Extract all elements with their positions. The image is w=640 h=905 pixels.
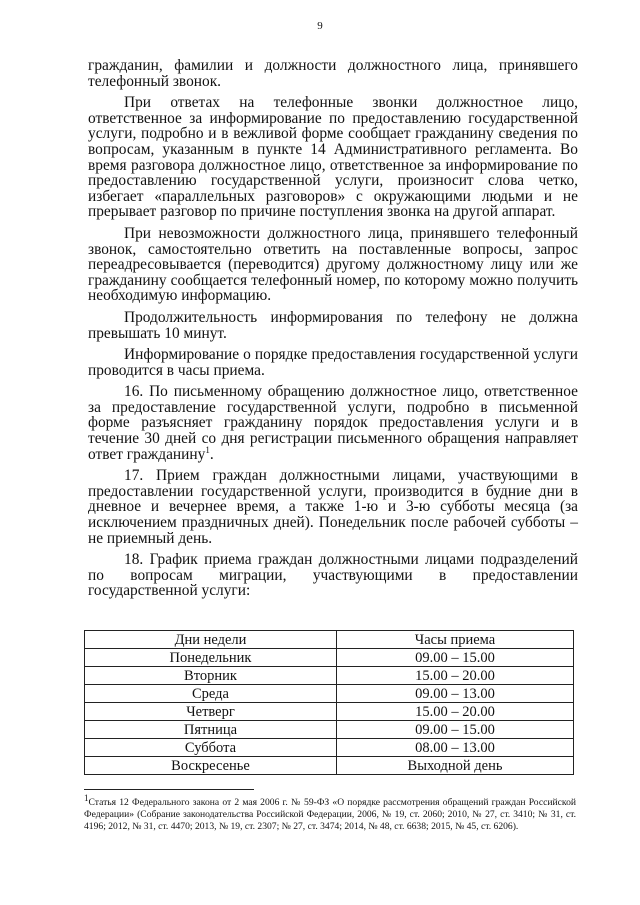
day-cell: Понедельник <box>85 649 337 667</box>
header-hours: Часы приема <box>337 631 574 649</box>
day-cell: Воскресенье <box>85 757 337 775</box>
hours-cell: Выходной день <box>337 757 574 775</box>
day-cell: Четверг <box>85 703 337 721</box>
day-cell: Пятница <box>85 721 337 739</box>
hours-cell: 09.00 – 15.00 <box>337 721 574 739</box>
table-row <box>85 739 574 757</box>
table-header-row <box>85 631 574 649</box>
paragraph-call-redirect: При невозможности должностного лица, принявшего телефонный звонок, самостоятельно ответить на поставленные вопросы, запрос переадресовывается (переводится) другому должностному лицу или же гражданину сообщается телефонный номер, по которому можно получить необходимую информацию. <box>88 224 578 305</box>
hours-cell: 09.00 – 15.00 <box>337 649 574 667</box>
page-number: 9 <box>317 20 323 32</box>
paragraph-16-tail: . <box>209 445 214 463</box>
paragraph-16-written-requests <box>88 384 578 462</box>
table-row <box>85 649 574 667</box>
hours-cell: 15.00 – 20.00 <box>337 703 574 721</box>
table-row <box>85 703 574 721</box>
day-cell: Вторник <box>85 667 337 685</box>
table-row <box>85 721 574 739</box>
table-row <box>85 757 574 775</box>
footnote-reference[interactable]: 1 <box>205 444 210 455</box>
footnote-divider <box>84 789 254 790</box>
footnote-mark: 1 <box>84 792 89 803</box>
paragraph-reception-hours-info: Информирование о порядке предоставления государственной услуги проводится в часы приема. <box>88 346 578 379</box>
paragraph-16-text: 16. По письменному обращению должностное лицо, ответственное за предоставление государственной услуги, подробно в письменной форме разъясняет гражданину порядок предоставления услуги и в течение 30 дней со дня регистрации письменного обращения направляет ответ гражданину <box>88 383 578 463</box>
footnote-text: Статья 12 Федерального закона от 2 мая 2006 г. № 59-ФЗ «О порядке рассмотрения обращений граждан Российской Федерации» (Собрание законодательства Российской Федерации, 2006, № 19, ст. 2060; 2010, № 27, ст. 3410; № 31, ст. 4196; 2012, № 31, ст. 4470; 2013, № 19, ст. 2307; № 27, ст. 3474; 2014, № 48, ст. 6638; 2015, № 45, ст. 6206). <box>84 797 576 833</box>
paragraph-17-reception: 17. Прием граждан должностными лицами, участвующими в предоставлении государственной услуги, производится в будние дни в дневное и вечернее время, а также 1-ю и 3-ю субботы месяца (за исключением праздничных дней). Понедельник после рабочей субботы – не приемный день. <box>88 467 578 547</box>
table-row <box>85 667 574 685</box>
paragraph-phone-answers: При ответах на телефонные звонки должностное лицо, ответственное за информирование по предоставлению государственной услуги, подробно и в вежливой форме сообщает гражданину сведения по вопросам, указанным в пункте 14 Административного регламента. Во время разговора должностное лицо, ответственное за информирование по предоставлению государственной услуги, произносит слова четко, избегает «параллельных разговоров» с окружающими людьми и не прерывает разговор по причине поступления звонка на другой аппарат. <box>88 94 578 221</box>
hours-cell: 08.00 – 13.00 <box>337 739 574 757</box>
hours-cell: 15.00 – 20.00 <box>337 667 574 685</box>
paragraph-18-schedule-intro: 18. График приема граждан должностными лицами подразделений по вопросам миграции, участвующими в предоставлении государственной услуги: <box>88 551 578 600</box>
hours-cell: 09.00 – 13.00 <box>337 685 574 703</box>
document-body <box>88 58 578 599</box>
day-cell: Среда <box>85 685 337 703</box>
paragraph-continuation: гражданин, фамилии и должности должностного лица, принявшего телефонный звонок. <box>88 57 578 90</box>
footnote <box>84 792 576 834</box>
paragraph-call-duration: Продолжительность информирования по телефону не должна превышать 10 минут. <box>88 308 578 342</box>
header-day: Дни недели <box>85 631 337 649</box>
table-row <box>85 685 574 703</box>
reception-schedule-table <box>84 630 574 775</box>
day-cell: Суббота <box>85 739 337 757</box>
